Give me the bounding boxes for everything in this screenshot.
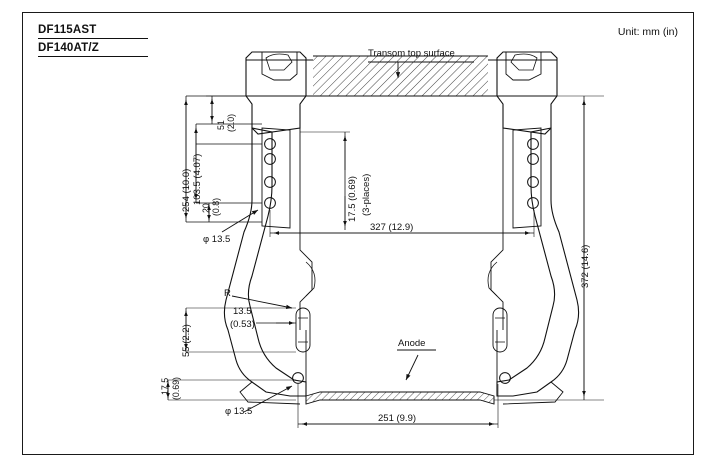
- dim-103-5: 103.5 (4.07): [192, 153, 203, 205]
- dim-17-5: 17.5: [160, 377, 170, 395]
- label-dia-13-5-bottom: φ 13.5: [225, 406, 253, 417]
- dim-372: 372 (14.6): [580, 244, 591, 288]
- label-dia-13-5-top: φ 13.5: [203, 234, 231, 245]
- dim-327: 327 (12.9): [370, 222, 414, 233]
- dim-17-5-3places-b: (3-places): [361, 173, 372, 216]
- unit-note: Unit: mm (in): [617, 26, 678, 38]
- anode-plate: [306, 350, 494, 404]
- dim-51: 51: [216, 120, 226, 130]
- label-anode: Anode: [398, 338, 426, 349]
- dim-13-5-inch: (0.53): [230, 319, 255, 330]
- dim-20-inch: (0.8): [211, 197, 221, 216]
- dim-251: 251 (9.9): [378, 413, 417, 424]
- right-bracket: [488, 52, 579, 404]
- label-radius: R: [224, 288, 231, 299]
- label-transom-top-surface: Transom top surface: [368, 48, 455, 59]
- dim-17-5-3places-a: 17.5 (0.69): [347, 176, 358, 222]
- model-label-1: DF115AST: [38, 24, 148, 39]
- dim-17-5-inch: (0.69): [171, 377, 181, 400]
- dim-51-inch: (2.0): [226, 113, 236, 132]
- dim-13-5: 13.5: [233, 306, 252, 317]
- dim-55: 55 (2.2): [181, 324, 192, 357]
- dim-20: 20: [201, 203, 211, 213]
- dim-254: 254 (10.0): [181, 168, 192, 212]
- model-label-2: DF140AT/Z: [38, 42, 148, 57]
